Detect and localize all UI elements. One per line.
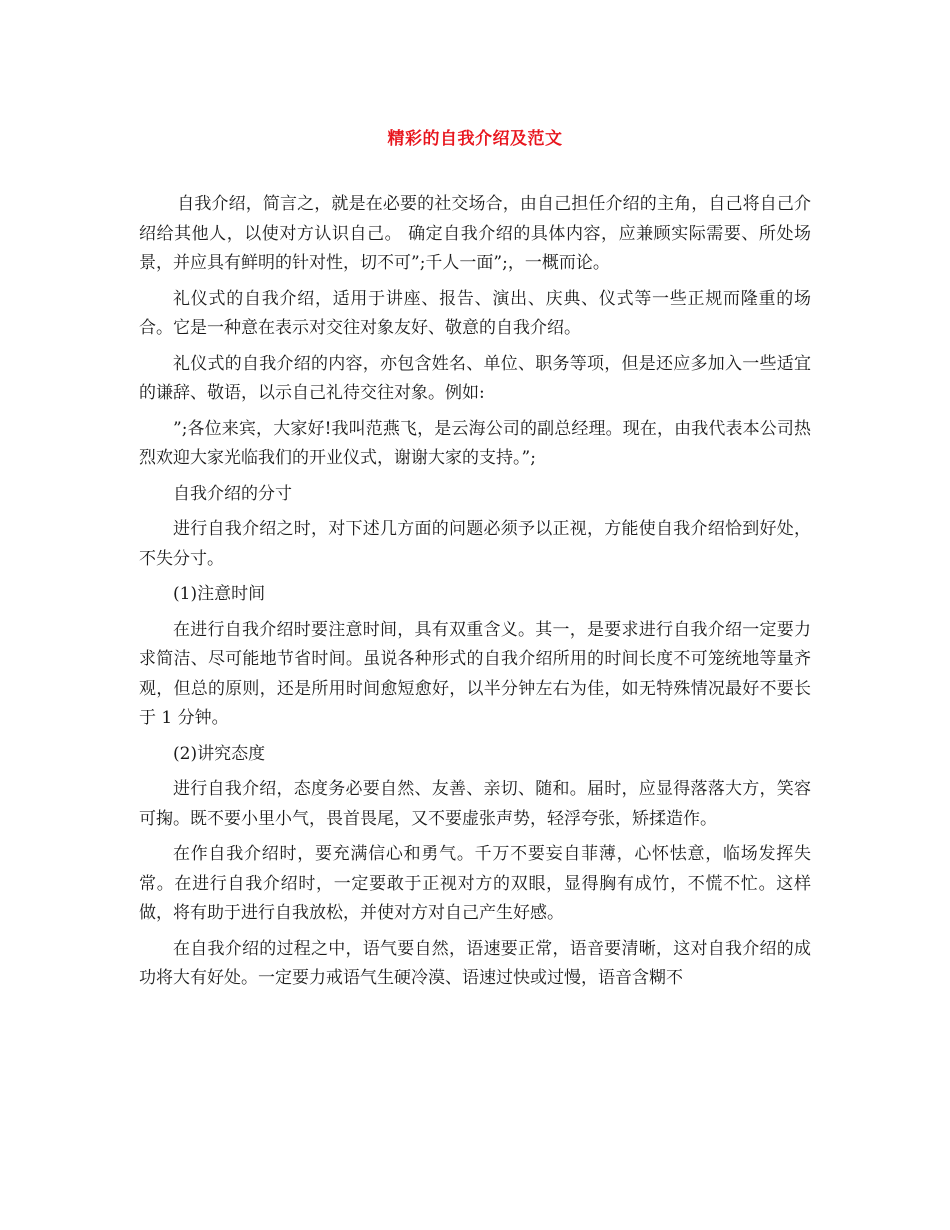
paragraph-confidence: 在作自我介绍时，要充满信心和勇气。千万不要妄自菲薄，心怀怯意，临场发挥失常。在进行自我介绍时，一定要敢于正视对方的双眼，显得胸有成竹，不慌不忙。这样做，将有助于进行自我放松，并使对方对自己产生好感。 xyxy=(139,844,811,923)
document-title: 精彩的自我介绍及范文 xyxy=(387,129,563,149)
section-heading-proportion: 自我介绍的分寸 xyxy=(173,483,292,504)
paragraph-example-quote: ”;各位来宾，大家好!我叫范燕飞，是云海公司的副总经理。现在，由我代表本公司热烈欢迎大家光临我们的开业仪式，谢谢大家的支持。”; xyxy=(139,418,811,468)
paragraph-definition: 自我介绍，简言之，就是在必要的社交场合，由自己担任介绍的主角，自己将自己介绍给其他人，以使对方认识自己。 确定自我介绍的具体内容，应兼顾实际需要、所处场景，并应具有鲜明的针对性，切不可”;千人一面”;，一概而论。 xyxy=(139,194,811,273)
paragraph-tone: 在自我介绍的过程之中，语气要自然，语速要正常，语音要清晰，这对自我介绍的成功将大有好处。一定要力戒语气生硬冷漠、语速过快或过慢，语音含糊不 xyxy=(139,938,811,988)
document-body xyxy=(139,190,811,1000)
paragraph-ceremonial-content: 礼仪式的自我介绍的内容，亦包含姓名、单位、职务等项，但是还应多加入一些适宜的谦辞、敬语，以示自己礼待交往对象。例如: xyxy=(139,353,811,403)
subheading-time: (1)注意时间 xyxy=(173,584,266,604)
paragraph-ceremonial-intro: 礼仪式的自我介绍，适用于讲座、报告、演出、庆典、仪式等一些正规而隆重的场合。它是一种意在表示对交往对象友好、敬意的自我介绍。 xyxy=(139,288,811,338)
subheading-attitude: (2)讲究态度 xyxy=(173,743,266,764)
paragraph-attitude: 进行自我介绍，态度务必要自然、友善、亲切、随和。届时，应显得落落大方，笑容可掬。既不要小里小气，畏首畏尾，又不要虚张声势，轻浮夸张，矫揉造作。 xyxy=(139,779,811,829)
paragraph-proportion: 进行自我介绍之时，对下述几方面的问题必须予以正视，方能使自我介绍恰到好处，不失分寸。 xyxy=(139,519,811,569)
paragraph-time: 在进行自我介绍时要注意时间，具有双重含义。其一，是要求进行自我介绍一定要力求简洁、尽可能地节省时间。虽说各种形式的自我介绍所用的时间长度不可笼统地等量齐观，但总的原则，还是所用时间愈短愈好，以半分钟左右为佳，如无特殊情况最好不要长于 1 分钟。 xyxy=(139,619,811,728)
